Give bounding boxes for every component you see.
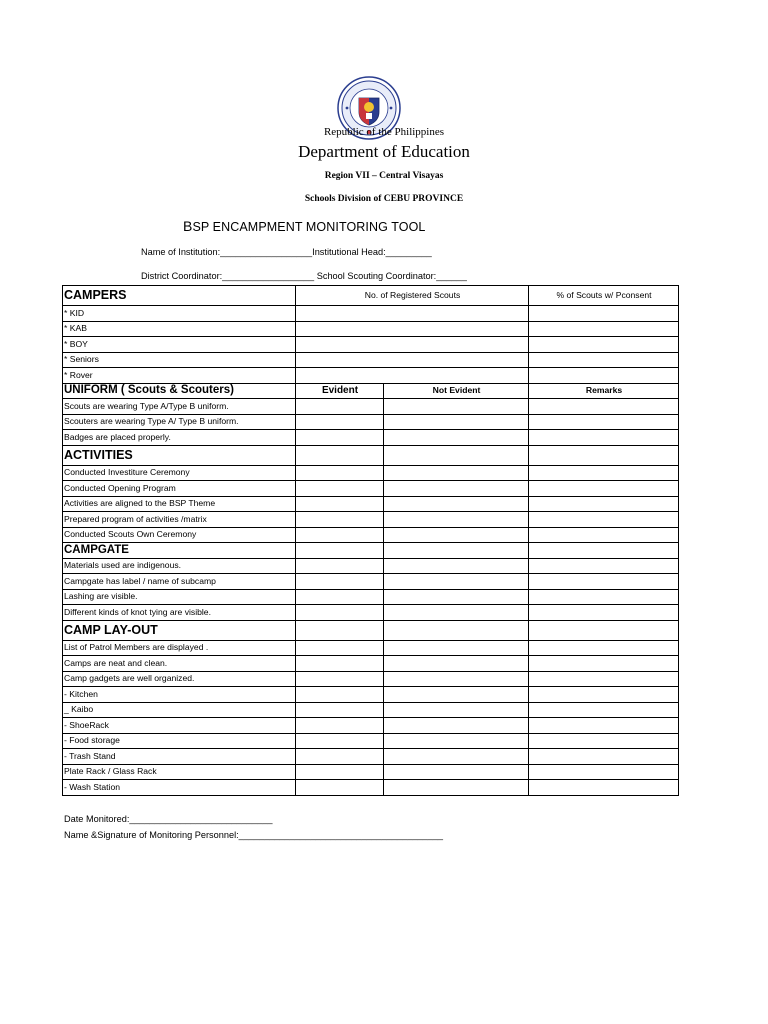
evident-cell[interactable]: [296, 589, 384, 605]
remarks-cell[interactable]: [529, 512, 679, 528]
coordinator-line: [141, 271, 467, 281]
region-label: Region VII – Central Visayas: [324, 171, 444, 181]
criteria-row: [63, 687, 679, 703]
camper-row: [63, 352, 679, 368]
evident-cell[interactable]: [296, 749, 384, 765]
not-evident-cell[interactable]: [384, 671, 529, 687]
criteria-label: Scouters are wearing Type A/ Type B uniform.: [63, 414, 296, 430]
criteria-row: [63, 414, 679, 430]
evident-cell[interactable]: [296, 780, 384, 796]
criteria-row: [63, 589, 679, 605]
criteria-row: [63, 780, 679, 796]
remarks-cell[interactable]: [529, 640, 679, 656]
not-evident-cell[interactable]: [384, 496, 529, 512]
not-evident-cell[interactable]: [384, 764, 529, 780]
activities-heading: ACTIVITIES: [63, 445, 296, 465]
criteria-row: [63, 702, 679, 718]
not-evident-cell[interactable]: [384, 527, 529, 543]
criteria-label: Prepared program of activities /matrix: [63, 512, 296, 528]
criteria-row: [63, 718, 679, 734]
evident-cell[interactable]: [296, 527, 384, 543]
remarks-cell[interactable]: [529, 780, 679, 796]
camper-label: * Rover: [63, 368, 296, 384]
remarks-cell[interactable]: [529, 605, 679, 621]
pconsent-cell[interactable]: [529, 306, 679, 322]
pconsent-column-header: % of Scouts w/ Pconsent: [529, 286, 679, 306]
not-evident-cell[interactable]: [384, 465, 529, 481]
pconsent-cell[interactable]: [529, 321, 679, 337]
date-monitored-field[interactable]: Date Monitored:____________________________: [64, 814, 273, 824]
registered-scouts-column-header: No. of Registered Scouts: [296, 286, 529, 306]
evident-cell[interactable]: [296, 465, 384, 481]
criteria-label: Camp gadgets are well organized.: [63, 671, 296, 687]
not-evident-cell[interactable]: [384, 718, 529, 734]
not-evident-cell[interactable]: [384, 558, 529, 574]
camper-row: [63, 368, 679, 384]
remarks-cell[interactable]: [529, 671, 679, 687]
criteria-label: Scouts are wearing Type A/Type B uniform.: [63, 399, 296, 415]
tool-title-rest: SP ENCAMPMENT MONITORING TOOL: [192, 220, 426, 234]
remarks-column-header: Remarks: [529, 383, 679, 399]
remarks-cell[interactable]: [529, 465, 679, 481]
criteria-row: [63, 465, 679, 481]
evident-cell[interactable]: [296, 543, 384, 559]
criteria-label: Conducted Opening Program: [63, 481, 296, 497]
registered-scouts-cell[interactable]: [296, 368, 529, 384]
remarks-cell[interactable]: [529, 749, 679, 765]
registered-scouts-cell[interactable]: [296, 321, 529, 337]
remarks-cell[interactable]: [529, 620, 679, 640]
registered-scouts-cell[interactable]: [296, 337, 529, 353]
criteria-label: List of Patrol Members are displayed .: [63, 640, 296, 656]
not-evident-cell[interactable]: [384, 749, 529, 765]
remarks-cell[interactable]: [529, 702, 679, 718]
monitoring-table: [62, 285, 679, 796]
evident-cell[interactable]: [296, 399, 384, 415]
camper-label: * Seniors: [63, 352, 296, 368]
criteria-row: [63, 527, 679, 543]
criteria-label: - Food storage: [63, 733, 296, 749]
criteria-row: [63, 640, 679, 656]
criteria-label: _ Kaibo: [63, 702, 296, 718]
remarks-cell[interactable]: [529, 527, 679, 543]
criteria-label: Lashing are visible.: [63, 589, 296, 605]
criteria-label: Campgate has label / name of subcamp: [63, 574, 296, 590]
criteria-row: [63, 481, 679, 497]
tool-title: [183, 218, 426, 234]
criteria-label: Plate Rack / Glass Rack: [63, 764, 296, 780]
district-coordinator-field[interactable]: District Coordinator:__________________: [141, 271, 315, 281]
criteria-label: Conducted Investiture Ceremony: [63, 465, 296, 481]
remarks-cell[interactable]: [529, 718, 679, 734]
remarks-cell[interactable]: [529, 481, 679, 497]
evident-cell[interactable]: [296, 430, 384, 446]
remarks-cell[interactable]: [529, 414, 679, 430]
evident-cell[interactable]: [296, 445, 384, 465]
not-evident-cell[interactable]: [384, 605, 529, 621]
criteria-row: [63, 512, 679, 528]
not-evident-cell[interactable]: [384, 445, 529, 465]
evident-cell[interactable]: [296, 414, 384, 430]
registered-scouts-cell[interactable]: [296, 352, 529, 368]
evident-cell[interactable]: [296, 702, 384, 718]
remarks-cell[interactable]: [529, 496, 679, 512]
not-evident-cell[interactable]: [384, 414, 529, 430]
remarks-cell[interactable]: [529, 543, 679, 559]
criteria-label: Conducted Scouts Own Ceremony: [63, 527, 296, 543]
school-coordinator-field[interactable]: School Scouting Coordinator:______: [316, 271, 467, 281]
evident-cell[interactable]: [296, 481, 384, 497]
not-evident-cell[interactable]: [384, 481, 529, 497]
evident-cell[interactable]: [296, 605, 384, 621]
institution-line: [141, 247, 432, 257]
remarks-cell[interactable]: [529, 574, 679, 590]
not-evident-cell[interactable]: [384, 780, 529, 796]
institutional-head-field[interactable]: Institutional Head:_________: [312, 247, 432, 257]
camper-label: * BOY: [63, 337, 296, 353]
remarks-cell[interactable]: [529, 733, 679, 749]
criteria-row: [63, 733, 679, 749]
not-evident-cell[interactable]: [384, 574, 529, 590]
evident-cell[interactable]: [296, 764, 384, 780]
camper-label: * KAB: [63, 321, 296, 337]
criteria-row: [63, 574, 679, 590]
remarks-cell[interactable]: [529, 764, 679, 780]
registered-scouts-cell[interactable]: [296, 306, 529, 322]
camper-row: [63, 337, 679, 353]
criteria-row: [63, 671, 679, 687]
republic-label: Republic of the Philippines: [323, 126, 445, 138]
criteria-row: [63, 605, 679, 621]
uniform-heading-row: [63, 383, 679, 399]
remarks-cell[interactable]: [529, 430, 679, 446]
institution-field[interactable]: Name of Institution:__________________: [141, 247, 313, 257]
criteria-label: Materials used are indigenous.: [63, 558, 296, 574]
pconsent-cell[interactable]: [529, 337, 679, 353]
not-evident-cell[interactable]: [384, 687, 529, 703]
remarks-cell[interactable]: [529, 558, 679, 574]
evident-cell[interactable]: [296, 733, 384, 749]
tool-title-initial: B: [183, 218, 193, 234]
criteria-label: - ShoeRack: [63, 718, 296, 734]
camp-layout-heading-row: [63, 620, 679, 640]
criteria-row: [63, 496, 679, 512]
camp-layout-heading: CAMP LAY-OUT: [63, 620, 296, 640]
evident-cell[interactable]: [296, 671, 384, 687]
not-evident-cell[interactable]: [384, 702, 529, 718]
remarks-cell[interactable]: [529, 589, 679, 605]
camper-row: [63, 306, 679, 322]
remarks-cell[interactable]: [529, 399, 679, 415]
activities-heading-row: [63, 445, 679, 465]
remarks-cell[interactable]: [529, 445, 679, 465]
evident-cell[interactable]: [296, 656, 384, 672]
not-evident-cell[interactable]: [384, 589, 529, 605]
remarks-cell[interactable]: [529, 687, 679, 703]
criteria-row: [63, 656, 679, 672]
camper-label: * KID: [63, 306, 296, 322]
evident-cell[interactable]: [296, 640, 384, 656]
evident-cell[interactable]: [296, 558, 384, 574]
department-title: Department of Education: [298, 142, 470, 161]
campers-header-row: [63, 286, 679, 306]
not-evident-column-header: Not Evident: [384, 383, 529, 399]
criteria-row: [63, 399, 679, 415]
not-evident-cell[interactable]: [384, 656, 529, 672]
criteria-label: - Wash Station: [63, 780, 296, 796]
criteria-row: [63, 558, 679, 574]
pconsent-cell[interactable]: [529, 368, 679, 384]
criteria-label: Camps are neat and clean.: [63, 656, 296, 672]
evident-cell[interactable]: [296, 574, 384, 590]
not-evident-cell[interactable]: [384, 512, 529, 528]
pconsent-cell[interactable]: [529, 352, 679, 368]
not-evident-cell[interactable]: [384, 543, 529, 559]
uniform-heading: UNIFORM ( Scouts & Scouters): [63, 383, 296, 399]
campers-heading: CAMPERS: [63, 286, 296, 306]
not-evident-cell[interactable]: [384, 620, 529, 640]
evident-cell[interactable]: [296, 512, 384, 528]
criteria-label: - Trash Stand: [63, 749, 296, 765]
not-evident-cell[interactable]: [384, 399, 529, 415]
evident-cell[interactable]: [296, 718, 384, 734]
criteria-label: Activities are aligned to the BSP Theme: [63, 496, 296, 512]
not-evident-cell[interactable]: [384, 640, 529, 656]
criteria-row: [63, 749, 679, 765]
criteria-row: [63, 764, 679, 780]
criteria-label: - Kitchen: [63, 687, 296, 703]
evident-cell[interactable]: [296, 620, 384, 640]
evident-cell[interactable]: [296, 496, 384, 512]
criteria-row: [63, 430, 679, 446]
criteria-label: Badges are placed properly.: [63, 430, 296, 446]
criteria-label: Different kinds of knot tying are visible.: [63, 605, 296, 621]
campgate-heading: CAMPGATE: [63, 543, 296, 559]
signature-field[interactable]: Name &Signature of Monitoring Personnel:________________________________________: [64, 830, 444, 840]
not-evident-cell[interactable]: [384, 733, 529, 749]
remarks-cell[interactable]: [529, 656, 679, 672]
campgate-heading-row: [63, 543, 679, 559]
evident-column-header: Evident: [296, 383, 384, 399]
not-evident-cell[interactable]: [384, 430, 529, 446]
camper-row: [63, 321, 679, 337]
evident-cell[interactable]: [296, 687, 384, 703]
division-label: Schools Division of CEBU PROVINCE: [304, 194, 464, 204]
